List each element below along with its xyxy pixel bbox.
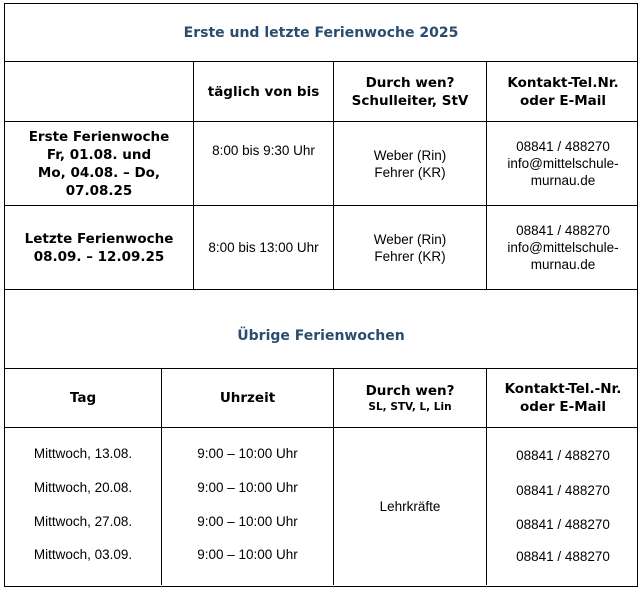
last-week-who-line2: Fehrer (KR): [374, 248, 446, 264]
time-cell: 9:00 – 10:00 Uhr: [197, 480, 298, 495]
day-cell: Mittwoch, 27.08.: [33, 514, 133, 529]
phone-cell: 08841 / 488270: [516, 549, 610, 564]
last-week-time-text: 8:00 bis 13:00 Uhr: [208, 240, 319, 255]
last-week-label-line1: Letzte Ferienwoche: [24, 230, 174, 247]
phone-cell: 08841 / 488270: [516, 483, 610, 498]
phone-cell: 08841 / 488270: [516, 517, 610, 532]
header-other-who: [333, 369, 486, 427]
first-week-label-line1: Erste Ferienwoche: [28, 128, 170, 145]
day-cell: Mittwoch, 13.08.: [33, 446, 133, 461]
first-week-time: [193, 122, 333, 205]
header-other-who-line1: Durch wen?: [365, 383, 455, 399]
first-week-label-line3: Mo, 04.08. – Do, 07.08.25: [37, 164, 161, 199]
header-day: Tag: [69, 390, 97, 406]
first-week-who: [333, 122, 486, 205]
day-column: [5, 428, 161, 585]
header-contact-line2: oder E-Mail: [519, 92, 607, 109]
last-week-label: [5, 206, 193, 289]
first-week-row: [5, 122, 637, 206]
time-column: [161, 428, 333, 585]
header-time: Uhrzeit: [161, 369, 333, 427]
header-daily-time: täglich von bis: [193, 62, 333, 121]
day-cell: Mittwoch, 03.09.: [33, 547, 133, 562]
first-week-email-line2: murnau.de: [530, 173, 596, 188]
time-cell: 9:00 – 10:00 Uhr: [197, 446, 298, 461]
last-week-label-line2: 08.09. – 12.09.25: [33, 248, 165, 265]
top-title-row: [5, 4, 637, 62]
header-who-line1: Durch wen?: [365, 74, 455, 91]
other-title-row: [5, 290, 637, 369]
last-week-phone: 08841 / 488270: [516, 223, 610, 238]
first-week-time-text: 8:00 bis 9:30 Uhr: [212, 143, 315, 158]
header-other-contact-line1: Kontakt-Tel.-Nr.: [504, 381, 622, 397]
last-week-time: [193, 206, 333, 289]
time-cell: 9:00 – 10:00 Uhr: [197, 514, 298, 529]
schedule-table: [4, 3, 638, 587]
first-week-label-line2: Fr, 01.08. und: [46, 146, 152, 163]
day-cell: Mittwoch, 20.08.: [33, 480, 133, 495]
header-other-who-line2: SL, STV, L, Lin: [368, 401, 452, 413]
first-week-contact: [486, 122, 639, 205]
first-week-email-line1: info@mittelschule-: [507, 156, 619, 171]
other-header-row: [5, 369, 637, 428]
top-header-row: [5, 62, 637, 122]
first-week-phone: 08841 / 488270: [516, 139, 610, 154]
first-week-label: [5, 122, 193, 205]
other-title: Übrige Ferienwochen: [237, 328, 405, 344]
last-week-email-line1: info@mittelschule-: [507, 240, 619, 255]
first-week-who-line2: Fehrer (KR): [374, 164, 446, 180]
header-other-contact-line2: oder E-Mail: [519, 399, 607, 415]
last-week-email-line2: murnau.de: [530, 257, 596, 272]
last-week-who-line1: Weber (Rin): [373, 231, 447, 247]
last-week-row: [5, 206, 637, 290]
header-other-contact: [486, 369, 639, 427]
who-column: [333, 428, 486, 585]
last-week-who: [333, 206, 486, 289]
top-title: Erste und letzte Ferienwoche 2025: [183, 24, 459, 41]
last-week-contact: [486, 206, 639, 289]
header-contact-line1: Kontakt-Tel.Nr.: [507, 74, 619, 91]
time-cell: 9:00 – 10:00 Uhr: [197, 547, 298, 562]
header-contact: [486, 62, 639, 121]
first-week-who-line1: Weber (Rin): [373, 147, 447, 163]
phone-cell: 08841 / 488270: [516, 448, 610, 463]
header-who: [333, 62, 486, 121]
top-header-empty: [5, 62, 193, 121]
who-cell: Lehrkräfte: [379, 499, 441, 514]
other-body: [5, 428, 637, 585]
contact-column: [486, 428, 639, 585]
header-who-line2: Schulleiter, StV: [351, 92, 469, 109]
